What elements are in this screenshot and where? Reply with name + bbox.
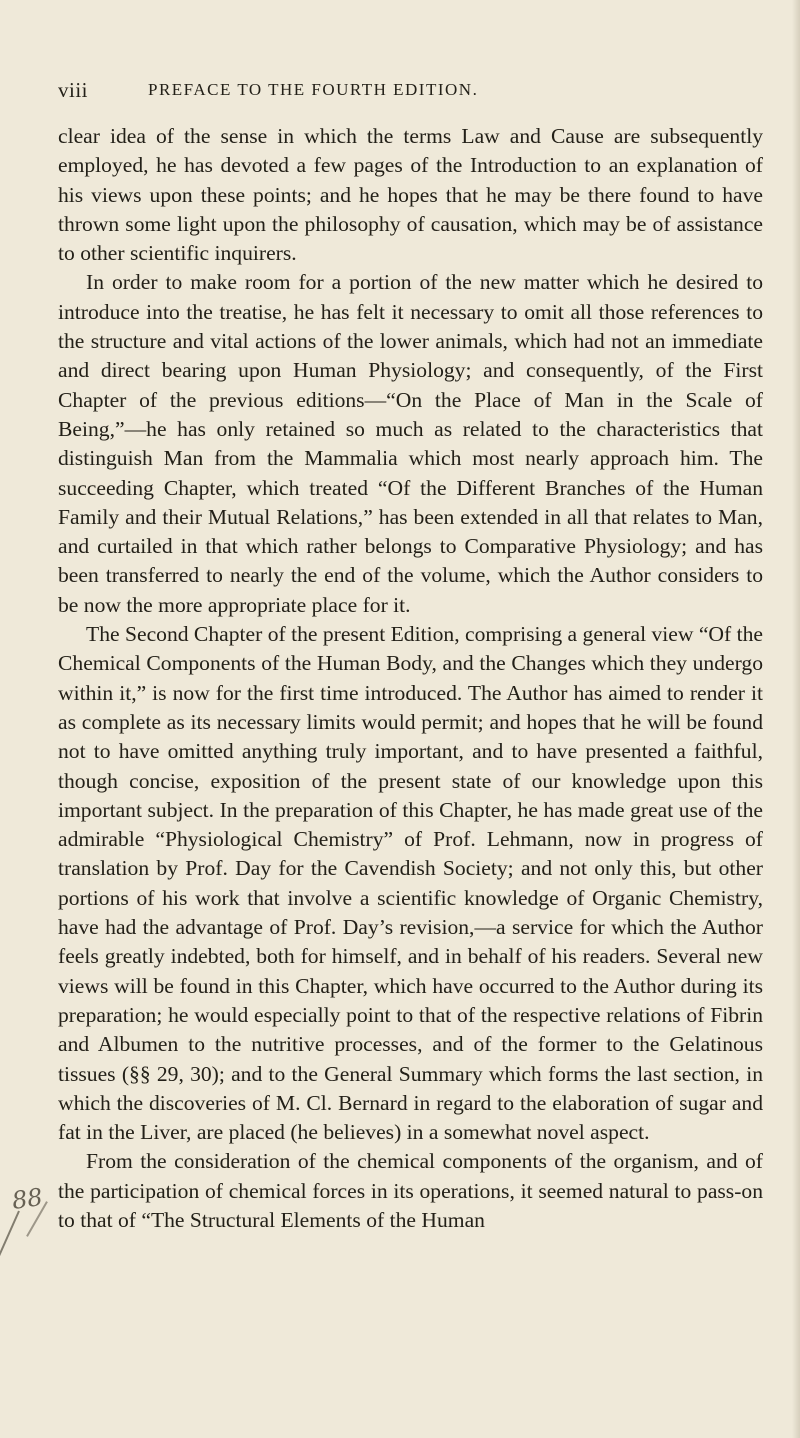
handwritten-margin-note <box>12 1185 60 1315</box>
page-header <box>58 78 763 104</box>
paragraph-3: The Second Chapter of the present Edition, comprising a general view “Of the Chemical Components of the Human Body, and the Changes which they undergo within it,” is now for the first time introduced. The Author has aimed to render it as complete as its necessary limits would permit; and hopes that he will be found not to have omitted anything truly important, and to have presented a faithful, though concise, exposition of the present state of our knowledge upon this important subject. In the preparation of this Chapter, he has made great use of the admirable “Physiological Chemistry” of Prof. Lehmann, now in progress of translation by Prof. Day for the Cavendish Society; and not only this, but other portions of his work that involve a scientific knowledge of Organic Chemistry, have had the advantage of Prof. Day’s revision,—a service for which the Author feels greatly indebted, both for himself, and in behalf of his readers. Several new views will be found in this Chapter, which have occurred to the Author during its preparation; he would especially point to that of the respective relations of Fibrin and Albumen to the nutritive processes, and of the former to the Gelatinous tissues (§§ 29, 30); and to the General Summary which forms the last section, in which the discoveries of M. Cl. Bernard in regard to the elaboration of sugar and fat in the Liver, are placed (he believes) in a somewhat novel aspect. <box>58 622 763 1145</box>
body-text <box>58 122 763 1235</box>
paragraph-2: In order to make room for a portion of the new matter which he desired to introduce into the treatise, he has felt it necessary to omit all those references to the structure and vital actions of the lower animals, which had not an immediate and direct bearing upon Human Physiology; and consequently, of the First Chapter of the previous editions—“On the Place of Man in the Scale of Being,”—he has only retained so much as related to the characteristics that distinguish Man from the Mammalia which most nearly approach him. The succeeding Chapter, which treated “Of the Different Branches of the Human Family and their Mutual Relations,” has been extended in all that relates to Man, and curtailed in that which rather belongs to Comparative Physiology; and has been transferred to nearly the end of the volume, which the Author considers to be now the more appropriate place for it. <box>58 270 763 617</box>
margin-note-number: 88 <box>10 1183 45 1215</box>
paragraph-4: From the consideration of the chemical components of the organism, and of the participation of chemical forces in its operations, it seemed natural to pass-on to that of “The Structural Elements of the Human <box>58 1149 763 1232</box>
running-title: PREFACE TO THE FOURTH EDITION. <box>148 80 479 99</box>
margin-pencil-stroke <box>0 1211 20 1301</box>
page-edge-shadow <box>792 0 800 1438</box>
paragraph-1: clear idea of the sense in which the terms Law and Cause are subsequently employed, he has devoted a few pages of the Introduction to an explanation of his views upon these points; and he hopes that he may be there found to have thrown some light upon the philosophy of causation, which may be of assistance to other scientific inquirers. <box>58 124 763 266</box>
page-number: viii <box>58 78 89 102</box>
